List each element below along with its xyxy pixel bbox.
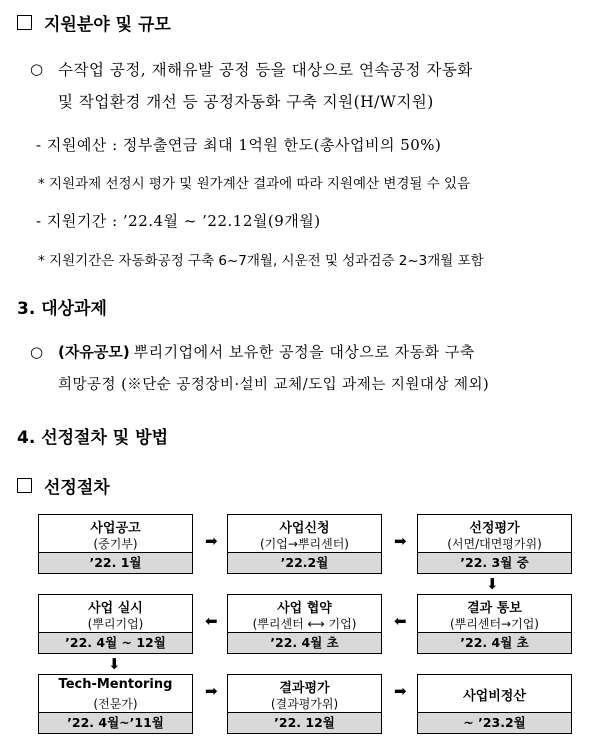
- arrow-right-icon: ➡: [205, 532, 218, 550]
- flow-step-title: 사업 협약: [277, 601, 332, 616]
- flow-step-sub: (뿌리센터 ⟷ 기업): [252, 617, 357, 631]
- flow-step-title: Tech-Mentoring: [58, 677, 173, 692]
- flow-step-sub: (기업→뿌리센터): [260, 537, 349, 551]
- flow-step-date: ~ ’23.2월: [418, 712, 571, 733]
- flow-step-title: 결과평가: [279, 681, 330, 696]
- flow-step-application: [227, 514, 382, 574]
- flow-step-evaluation: [417, 514, 572, 574]
- arrow-left-icon: ⬅: [394, 612, 407, 630]
- target-lead: (자유공모): [58, 343, 130, 361]
- flow-step-settlement: [417, 674, 572, 734]
- flow-step-sub: (중기부): [93, 537, 138, 551]
- flow-step-date: ’22. 4월 초: [228, 632, 381, 653]
- flow-step-sub: (결과평가위): [270, 697, 339, 711]
- section-title-target: 3. 대상과제: [17, 299, 107, 319]
- flow-step-date: ’22. 12월: [228, 712, 381, 733]
- circle-bullet-icon: ○: [30, 343, 44, 361]
- checkbox-square-icon: [17, 15, 32, 30]
- flow-step-agreement: [227, 594, 382, 654]
- arrow-right-icon: ➡: [205, 682, 218, 700]
- arrow-down-icon: ⬇: [486, 575, 499, 593]
- target-line-1-text: 뿌리기업에서 보유한 공정을 대상으로 자동화 구축: [133, 343, 475, 361]
- flow-step-title: 사업공고: [90, 521, 141, 536]
- flow-step-notification: [417, 594, 572, 654]
- arrow-down-icon: ⬇: [108, 655, 121, 673]
- flow-step-title: 사업비정산: [463, 688, 526, 704]
- section-title-support: 지원분야 및 규모: [44, 15, 171, 35]
- flow-step-date: ’22.2월: [228, 552, 381, 573]
- target-line-2: 희망공정 (※단순 공정장비·설비 교체/도입 과제는 지원대상 제외): [58, 377, 490, 393]
- arrow-right-icon: ➡: [394, 532, 407, 550]
- checkbox-square-icon: [17, 478, 32, 493]
- flow-step-title: 사업신청: [279, 521, 330, 536]
- flow-step-sub: (서면/대면평가위): [447, 537, 542, 551]
- support-period-note: * 지원기간은 자동화공정 구축 6~7개월, 시운전 및 성과검증 2~3개월 포함: [38, 253, 484, 269]
- flow-step-title: 선정평가: [469, 521, 520, 536]
- flow-step-mentoring: [38, 674, 193, 734]
- arrow-left-icon: ⬅: [205, 612, 218, 630]
- flow-step-announcement: [38, 514, 193, 574]
- flow-step-date: ’22. 4월~’11월: [39, 712, 192, 733]
- flow-step-sub: (뿌리기업): [87, 617, 144, 631]
- flow-step-date: ’22. 4월 ~ 12월: [39, 632, 192, 653]
- flow-step-title: 사업 실시: [88, 601, 143, 616]
- flow-step-date: ’22. 4월 초: [418, 632, 571, 653]
- flow-step-sub: (전문가): [93, 697, 138, 711]
- flow-step-date: ’22. 3월 중: [418, 552, 571, 573]
- target-line-1: [58, 341, 475, 362]
- support-line-2: 및 작업환경 개선 등 공정자동화 구축 지원(H/W지원): [58, 93, 434, 111]
- circle-bullet-icon: ○: [30, 60, 44, 78]
- flow-step-result-evaluation: [227, 674, 382, 734]
- flow-step-date: ’22. 1월: [39, 552, 192, 573]
- section-title-procedure: 4. 선정절차 및 방법: [17, 428, 168, 448]
- flow-step-sub: (뿌리센터→기업): [450, 617, 539, 631]
- support-budget-note: * 지원과제 선정시 평가 및 원가계산 결과에 따라 지원예산 변경될 수 있음: [38, 176, 471, 192]
- arrow-right-icon: ➡: [394, 682, 407, 700]
- support-period: - 지원기간 : ’22.4월 ~ ’22.12월(9개월): [36, 212, 321, 230]
- flow-step-implementation: [38, 594, 193, 654]
- support-line-1: 수작업 공정, 재해유발 공정 등을 대상으로 연속공정 자동화: [58, 61, 473, 79]
- flow-step-title: 결과 통보: [467, 601, 522, 616]
- support-budget: - 지원예산 : 정부출연금 최대 1억원 한도(총사업비의 50%): [36, 136, 442, 154]
- procedure-subtitle: 선정절차: [44, 478, 110, 498]
